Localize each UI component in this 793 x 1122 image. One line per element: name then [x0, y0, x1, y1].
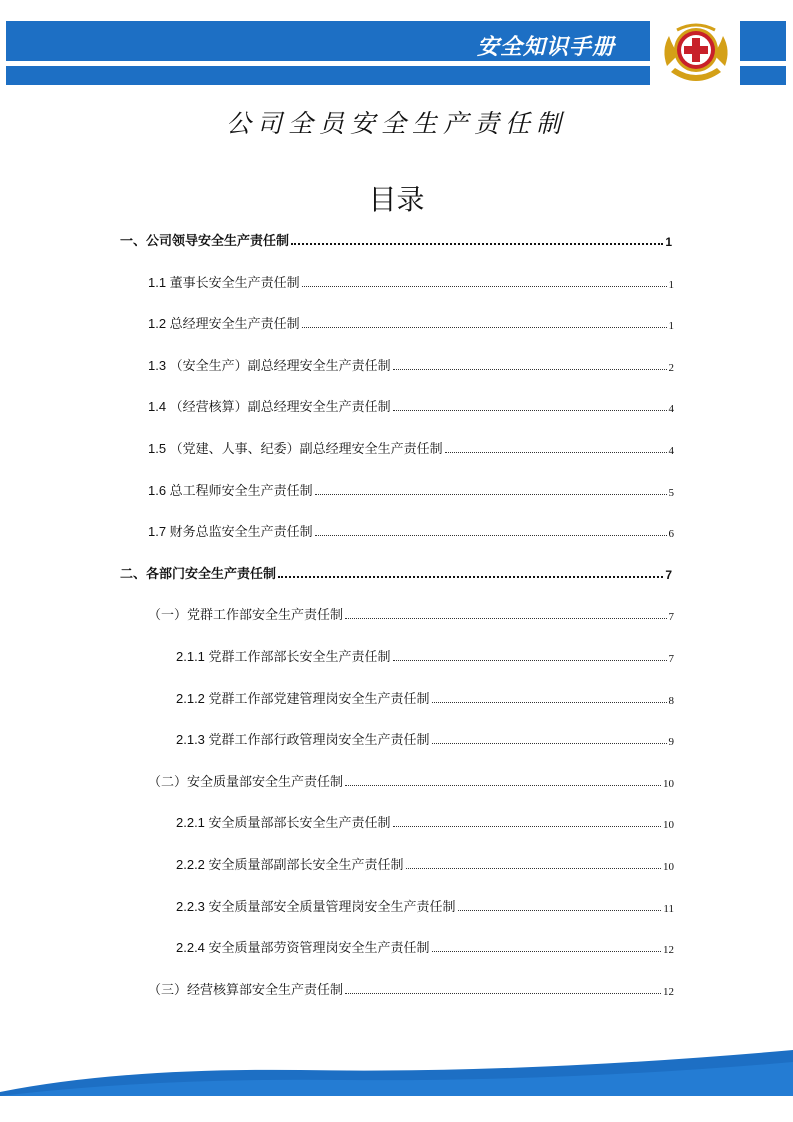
- toc-entry-label: 一、公司领导安全生产责任制: [120, 233, 290, 248]
- toc-entry-leader: [445, 451, 667, 453]
- toc-entry-page: 11: [663, 903, 674, 915]
- toc-entry-label: 2.2.4 安全质量部劳资管理岗安全生产责任制: [176, 940, 430, 955]
- toc-entry[interactable]: [148, 520, 674, 540]
- footer-wave-decoration: [0, 1040, 793, 1122]
- toc-entry-page: 7: [668, 653, 674, 665]
- toc-entry-leader: [432, 742, 667, 744]
- toc-entry-page: 10: [663, 778, 674, 790]
- toc-entry-leader: [432, 701, 667, 703]
- toc-entry-leader: [302, 326, 667, 328]
- toc-entry-label: （二）安全质量部安全生产责任制: [148, 774, 344, 789]
- toc-entry[interactable]: [176, 687, 674, 707]
- toc-entry-page: 12: [663, 944, 674, 956]
- toc-entry-leader: [393, 825, 661, 827]
- toc-entry-page: 1: [665, 235, 672, 249]
- header-banner-right: [740, 21, 786, 61]
- toc-entry-page: 7: [665, 568, 672, 582]
- toc-entry-page: 8: [668, 695, 674, 707]
- toc-entry-leader: [393, 409, 667, 411]
- toc-entry-leader: [345, 992, 661, 994]
- toc-entry-page: 10: [663, 819, 674, 831]
- toc-entry[interactable]: [148, 395, 674, 415]
- header-banner-stripe: [6, 66, 650, 85]
- toc-entry[interactable]: [148, 354, 674, 374]
- toc-entry-label: 1.3 （安全生产）副总经理安全生产责任制: [148, 358, 391, 373]
- toc-entry-label: 2.1.1 党群工作部部长安全生产责任制: [176, 649, 391, 664]
- toc-entry-page: 1: [668, 279, 674, 291]
- toc-entry[interactable]: [148, 437, 674, 457]
- toc-entry-leader: [278, 575, 663, 578]
- toc-entry-label: 2.2.1 安全质量部部长安全生产责任制: [176, 815, 391, 830]
- toc-entry-page: 9: [668, 736, 674, 748]
- toc-entry[interactable]: [120, 562, 672, 582]
- toc-entry-leader: [302, 285, 667, 287]
- toc-entry-leader: [458, 909, 662, 911]
- toc-entry-label: 1.6 总工程师安全生产责任制: [148, 483, 313, 498]
- toc-entry-leader: [406, 867, 661, 869]
- toc-entry[interactable]: [148, 603, 674, 623]
- toc-entry[interactable]: [148, 312, 674, 332]
- toc-entry[interactable]: [176, 895, 674, 915]
- toc-entry[interactable]: [120, 229, 672, 249]
- toc-entry-page: 4: [668, 445, 674, 457]
- toc-entry-label: 2.2.2 安全质量部副部长安全生产责任制: [176, 857, 404, 872]
- toc-entry[interactable]: [148, 978, 674, 998]
- banner-title: 安全知识手册: [476, 35, 615, 60]
- toc-entry-label: 二、各部门安全生产责任制: [120, 566, 277, 581]
- toc-entry-label: 1.4 （经营核算）副总经理安全生产责任制: [148, 399, 391, 414]
- toc-entry-leader: [393, 368, 667, 370]
- toc-entry-leader: [393, 659, 667, 661]
- toc-entry-leader: [345, 784, 661, 786]
- toc-entry[interactable]: [176, 936, 674, 956]
- header-banner-right-stripe: [740, 66, 786, 85]
- toc-entry-label: 2.1.3 党群工作部行政管理岗安全生产责任制: [176, 732, 430, 747]
- toc-entry-page: 12: [663, 986, 674, 998]
- toc-entry[interactable]: [148, 271, 674, 291]
- toc-entry-leader: [291, 242, 663, 245]
- toc-entry[interactable]: [176, 811, 674, 831]
- document-title: 公司全员安全生产责任制: [225, 109, 567, 138]
- toc-entry-label: 1.1 董事长安全生产责任制: [148, 275, 300, 290]
- toc-entry[interactable]: [176, 728, 674, 748]
- toc-entry-label: 2.2.3 安全质量部安全质量管理岗安全生产责任制: [176, 899, 456, 914]
- toc-entry[interactable]: [176, 853, 674, 873]
- toc-entry-leader: [315, 493, 667, 495]
- toc-entry-label: （一）党群工作部安全生产责任制: [148, 607, 344, 622]
- toc-entry-label: 1.7 财务总监安全生产责任制: [148, 524, 313, 539]
- safety-cross-emblem-icon: [657, 14, 735, 90]
- toc-entry[interactable]: [176, 645, 674, 665]
- toc-entry-page: 10: [663, 861, 674, 873]
- toc-entry-label: 1.2 总经理安全生产责任制: [148, 316, 300, 331]
- toc-entry-page: 1: [668, 320, 674, 332]
- toc-entry-page: 4: [668, 403, 674, 415]
- toc-entry-page: 5: [668, 487, 674, 499]
- toc-heading: 目录: [368, 183, 425, 216]
- toc-entry-page: 7: [668, 611, 674, 623]
- toc-entry-label: 1.5 （党建、人事、纪委）副总经理安全生产责任制: [148, 441, 443, 456]
- toc-entry-leader: [432, 950, 661, 952]
- toc-entry[interactable]: [148, 479, 674, 499]
- toc-entry-leader: [315, 534, 667, 536]
- toc-entry-page: 6: [668, 528, 674, 540]
- toc-entry-leader: [345, 617, 666, 619]
- toc-entry[interactable]: [148, 770, 674, 790]
- toc-entry-page: 2: [668, 362, 674, 374]
- toc-entry-label: （三）经营核算部安全生产责任制: [148, 982, 344, 997]
- toc-entry-label: 2.1.2 党群工作部党建管理岗安全生产责任制: [176, 691, 430, 706]
